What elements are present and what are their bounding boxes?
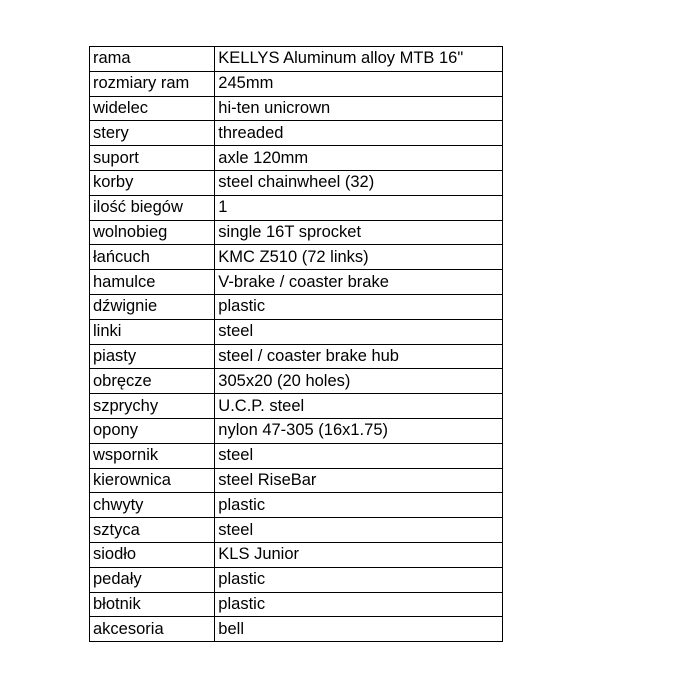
spec-value-cell: steel	[215, 443, 503, 468]
spec-value-cell: plastic	[215, 493, 503, 518]
spec-value-cell: steel RiseBar	[215, 468, 503, 493]
spec-label-cell: łańcuch	[90, 245, 215, 270]
table-row	[90, 518, 503, 543]
spec-value-cell: hi-ten unicrown	[215, 96, 503, 121]
spec-value-cell: steel / coaster brake hub	[215, 344, 503, 369]
table-row	[90, 294, 503, 319]
spec-value-cell: nylon 47-305 (16x1.75)	[215, 418, 503, 443]
spec-value-cell: threaded	[215, 121, 503, 146]
spec-label-cell: akcesoria	[90, 617, 215, 642]
spec-label-cell: siodło	[90, 542, 215, 567]
spec-label-cell: rozmiary ram	[90, 71, 215, 96]
spec-label-cell: piasty	[90, 344, 215, 369]
spec-label-cell: ilość biegów	[90, 195, 215, 220]
spec-label-cell: linki	[90, 319, 215, 344]
table-row	[90, 592, 503, 617]
spec-label-cell: rama	[90, 47, 215, 72]
spec-value-cell: axle 120mm	[215, 146, 503, 171]
spec-label-cell: wspornik	[90, 443, 215, 468]
table-row	[90, 220, 503, 245]
table-row	[90, 71, 503, 96]
spec-value-cell: KMC Z510 (72 links)	[215, 245, 503, 270]
table-row	[90, 245, 503, 270]
spec-table-body	[90, 47, 503, 642]
table-row	[90, 567, 503, 592]
spec-label-cell: stery	[90, 121, 215, 146]
table-row	[90, 270, 503, 295]
spec-label-cell: wolnobieg	[90, 220, 215, 245]
spec-label-cell: opony	[90, 418, 215, 443]
spec-label-cell: hamulce	[90, 270, 215, 295]
spec-value-cell: steel	[215, 319, 503, 344]
spec-value-cell: steel chainwheel (32)	[215, 170, 503, 195]
spec-value-cell: 245mm	[215, 71, 503, 96]
spec-value-cell: single 16T sprocket	[215, 220, 503, 245]
spec-label-cell: pedały	[90, 567, 215, 592]
spec-value-cell: 1	[215, 195, 503, 220]
table-row	[90, 418, 503, 443]
table-row	[90, 369, 503, 394]
spec-value-cell: plastic	[215, 567, 503, 592]
spec-value-cell: KELLYS Aluminum alloy MTB 16"	[215, 47, 503, 72]
table-row	[90, 121, 503, 146]
spec-label-cell: szprychy	[90, 394, 215, 419]
spec-label-cell: korby	[90, 170, 215, 195]
spec-value-cell: steel	[215, 518, 503, 543]
table-row	[90, 195, 503, 220]
table-row	[90, 146, 503, 171]
spec-label-cell: kierownica	[90, 468, 215, 493]
table-row	[90, 493, 503, 518]
spec-value-cell: 305x20 (20 holes)	[215, 369, 503, 394]
spec-label-cell: chwyty	[90, 493, 215, 518]
spec-label-cell: dźwignie	[90, 294, 215, 319]
table-row	[90, 468, 503, 493]
spec-value-cell: bell	[215, 617, 503, 642]
table-row	[90, 47, 503, 72]
table-row	[90, 96, 503, 121]
spec-label-cell: obręcze	[90, 369, 215, 394]
table-row	[90, 542, 503, 567]
table-row	[90, 443, 503, 468]
spec-table	[89, 46, 503, 642]
spec-label-cell: błotnik	[90, 592, 215, 617]
table-row	[90, 170, 503, 195]
spec-label-cell: sztyca	[90, 518, 215, 543]
table-row	[90, 394, 503, 419]
spec-label-cell: suport	[90, 146, 215, 171]
spec-value-cell: V-brake / coaster brake	[215, 270, 503, 295]
spec-label-cell: widelec	[90, 96, 215, 121]
table-row	[90, 344, 503, 369]
spec-value-cell: plastic	[215, 592, 503, 617]
spec-value-cell: KLS Junior	[215, 542, 503, 567]
spec-value-cell: plastic	[215, 294, 503, 319]
table-row	[90, 617, 503, 642]
table-row	[90, 319, 503, 344]
spec-value-cell: U.C.P. steel	[215, 394, 503, 419]
